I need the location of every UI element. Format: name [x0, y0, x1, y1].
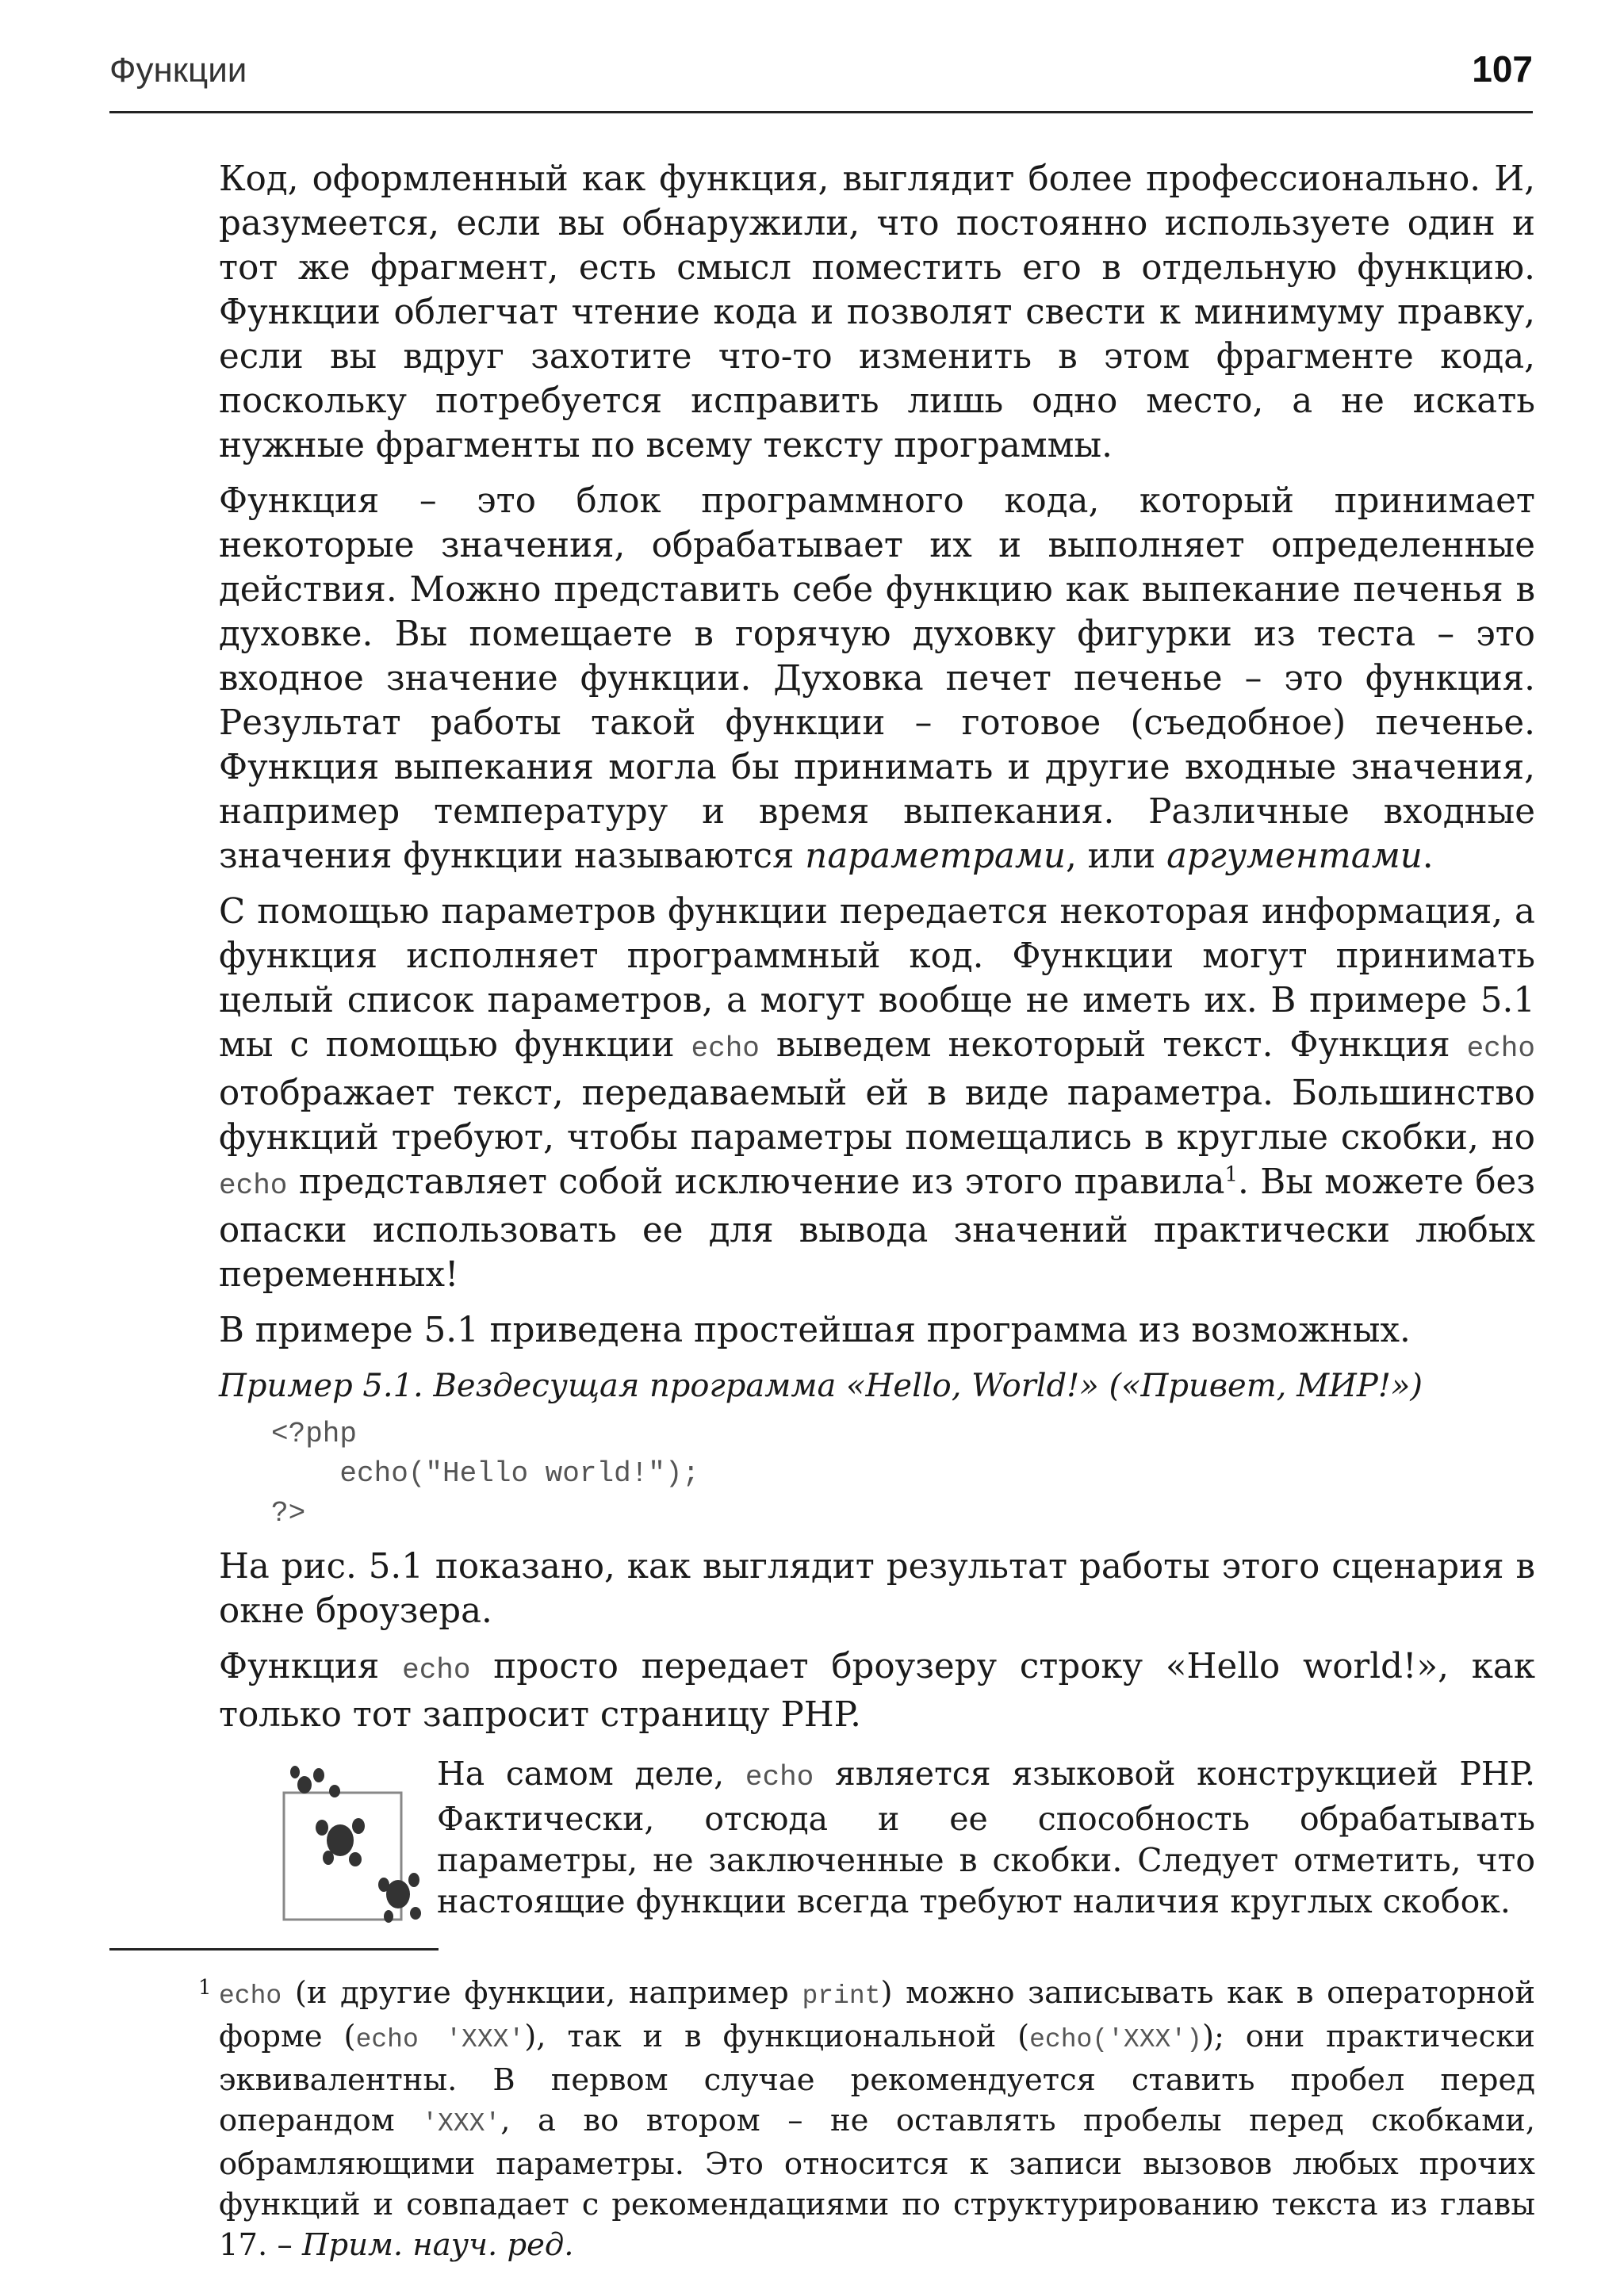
footnote: 1 echo (и другие функции, например print) можно записывать как в операторной форме (echo 'XXX'), так и в функциональной (echo('XXX')); они практически эквивалентны. В первом случае рекомендуется ставить пробел перед операндом 'XXX', а во втором – не оставлять пробелы перед скобками, обрамляющими параметры. Это относится к записи вызовов любых прочих функций и совпадает с рекомендациями по структурированию текста из главы 17. – Прим. науч. ред. [219, 1973, 1535, 2265]
inline-code: echo [691, 1032, 760, 1065]
note-box [219, 1753, 1535, 1951]
inline-code: 'XXX' [422, 2109, 501, 2138]
running-title: Функции [109, 51, 247, 90]
paragraph-4: В примере 5.1 приведена простейшая программа из возможных. [219, 1311, 1411, 1350]
inline-code: echo [745, 1761, 814, 1794]
footnote-marker: 1 [198, 1976, 212, 2000]
page-number: 107 [1472, 48, 1533, 90]
inline-code: echo [1466, 1032, 1535, 1065]
example-caption: Пример 5.1. Вездесущая программа «Hello, World!» («Привет, МИР!») [219, 1368, 1423, 1404]
inline-code: echo [219, 1981, 282, 2011]
inline-code: echo 'XXX' [355, 2025, 525, 2054]
main-content [219, 157, 1535, 1951]
paragraph-2: Функция – это блок программного кода, который принимает некоторые значения, обрабатывает их и выполняет определенные действия. Можно представить себе функцию как выпекание печенья в духовке. Вы помещаете в горячую духовку фигурки из теста – это входное значение функции. Духовка печет печенье – это функция. Результат работы такой функции – готовое (съедобное) печенье. Функция выпекания могла бы принимать и другие входные значения, например температуру и время выпекания. Различные входные значения функции называются параметрами, или аргументами. [219, 481, 1535, 876]
inline-code: print [802, 1981, 881, 2011]
inline-code: echo [219, 1170, 288, 1202]
editor-note: Прим. науч. ред. [301, 2227, 574, 2263]
paragraph-3: С помощью параметров функции передается некоторая информация, а функция исполняет программный код. Функции могут принимать целый список параметров, а могут вообще не иметь их. В примере 5.1 мы с помощью функции echo выведем некоторый текст. Функция echo отображает текст, передаваемый ей в виде параметра. Большинство функций требуют, чтобы параметры помещались в круглые скобки, но echo представляет собой исключение из этого правила$^1$. Вы можете без опаски использовать ее для вывода значений практически любых переменных! [219, 892, 1535, 1295]
code-block [271, 1415, 1535, 1533]
note-text: На самом деле, echo является языковой конструкцией PHP. Фактически, отсюда и ее способность обрабатывать параметры, не заключенные в скобки. Следует отметить, что настоящие функции всегда требуют наличия круглых скобок. [437, 1755, 1535, 1920]
paragraph-6: Функция echo просто передает броузеру строку «Hello world!», как только тот запросит страницу PHP. [219, 1647, 1536, 1735]
code-line: ?> [271, 1497, 306, 1529]
paragraph-1: Код, оформленный как функция, выглядит более профессионально. И, разумеется, если вы обнаружили, что постоянно используете один и тот же фрагмент, есть смысл поместить его в отдельную функцию. Функции облегчат чтение кода и позволят свести к минимуму правку, если вы вдруг захотите что-то изменить в этом фрагменте кода, поскольку потребуется исправить лишь одно место, а не искать нужные фрагменты по всему тексту программы. [219, 159, 1535, 465]
code-line: echo("Hello world!"); [271, 1457, 700, 1490]
paw-prints-icon [273, 1761, 431, 1943]
page-header [109, 48, 1533, 113]
footnote-divider [109, 1948, 439, 1951]
inline-code: echo [402, 1654, 471, 1686]
paragraph-5: На рис. 5.1 показано, как выглядит результат работы этого сценария в окне броузера. [219, 1547, 1535, 1631]
term-arguments: аргументами [1166, 836, 1423, 876]
term-parameters: параметрами [805, 836, 1066, 876]
code-line: <?php [271, 1418, 358, 1450]
inline-code: echo('XXX') [1029, 2025, 1202, 2054]
footnote-reference[interactable]: 1 [1224, 1162, 1239, 1187]
